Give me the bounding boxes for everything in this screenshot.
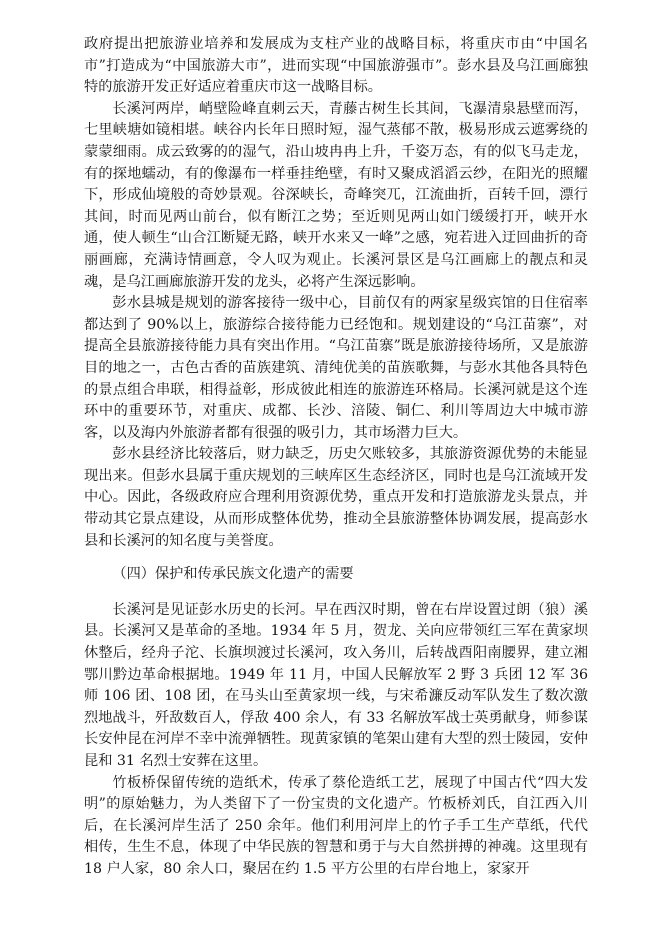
paragraph-history: 长溪河是见证彭水历史的长河。早在西汉时期，曾在右岸设置过朗（狼）溪县。长溪河又是革命的圣地。1934 年 5 月，贺龙、关向应带领红三军在黄家坝休整后，经舟子沱、长旗坝渡过长溪河，攻入务川，后转战酉阳南腰界，建立湘鄂川黔边革命根据地。1949 年 11 月，中国人民解放军 2 野 3 兵团 12 军 36 师 106 团、108 团，在马头山至黄家坝一线，与宋希濂反动军队发生了数次激烈地战斗，歼敌数百人，俘敌 400 余人，有 33 名解放军战士英勇献身，师参谋长安仲昆在河岸不幸中流弹牺牲。现黄家镇的笔架山建有大型的烈士陵园，安仲昆和 31 名烈士安葬在这里。 (84, 601, 588, 769)
paragraph-changxi-scenery: 长溪河两岸，峭壁险峰直刺云天，青藤古树生长其间，飞瀑清泉悬壁而泻，七里峡塘如镜相堪。峡谷内长年日照时短，湿气蒸郁不散，极易形成云遮雾绕的蒙蒙细雨。成云致雾的的湿气，沿山坡冉冉上升，千姿万态，有的似飞马走龙，有的探地蠕动，有的像瀑布一样垂挂绝壁，有时又聚成滔滔云纱，在阳光的照耀下，形成仙境般的奇妙景观。谷深峡长，奇峰突兀，江流曲折，百转千回，漂行其间，时而见两山前台，似有断江之势；至近则见两山如门缓缓打开，峡开水通，使人顿生“山合江断疑无路，峡开水来又一峰”之感，宛若进入迂回曲折的奇丽画廊，充满诗情画意，令人叹为观止。长溪河景区是乌江画廊上的靓点和灵魂，是乌江画廊旅游开发的龙头，必将产生深远影响。 (84, 100, 588, 290)
paragraph-papermaking: 竹板桥保留传统的造纸术，传承了蔡伦造纸工艺，展现了中国古代“四大发明”的原始魅力，为人类留下了一份宝贵的文化遗产。竹板桥刘氏，自江西入川后，在长溪河岸生活了 250 余年。他们利用河岸上的竹子手工生产草纸，代代相传，生生不息，体现了中华民族的智慧和勇于与大自然拼搏的神魂。这里现有 18 户人家，80 余人口，聚居在约 1.5 平方公里的右岸台地上，家家开 (84, 774, 588, 877)
paragraph-economy: 彭水县经济比较落后，财力缺乏，历史欠账较多，其旅游资源优势的未能显现出来。但彭水县属于重庆规划的三峡库区生态经济区，同时也是乌江流域开发中心。因此，各级政府应合理利用资源优势，重点开发和打造旅游龙头景点，并带动其它景点建设，从而形成整体优势，推动全县旅游整体协调发展，提高彭水县和长溪河的知名度与美誉度。 (84, 446, 588, 549)
section-heading: （四）保护和传承民族文化遗产的需要 (112, 566, 354, 583)
paragraph-intro: 政府提出把旅游业培养和发展成为支柱产业的战略目标，将重庆市由“中国名市”打造成为“中国旅游大市”，进而实现“中国旅游强市”。彭水县及乌江画廊独特的旅游开发正好适应着重庆市这一战略目标。 (84, 36, 588, 96)
section-spacer (84, 552, 588, 564)
document-page (84, 34, 588, 881)
paragraph-reception-center: 彭水县城是规划的游客接待一级中心，目前仅有的两家星级宾馆的日住宿率都达到了 90%以上，旅游综合接待能力已经饱和。规划建设的“乌江苗寨”，对提高全县旅游接待能力具有突出作用。“乌江苗寨”既是旅游接待场所，又是旅游目的地之一，古色古香的苗族建筑、清纯优美的苗族歌舞，与彭水其他各具特色的景点组合串联，相得益彰，形成彼此相连的旅游连环格局。长溪河就是这个连环中的重要环节，对重庆、成都、长沙、涪陵、铜仁、利川等周边大中城市游客，以及海内外旅游者都有很强的吸引力，其市场潜力巨大。 (84, 295, 588, 441)
